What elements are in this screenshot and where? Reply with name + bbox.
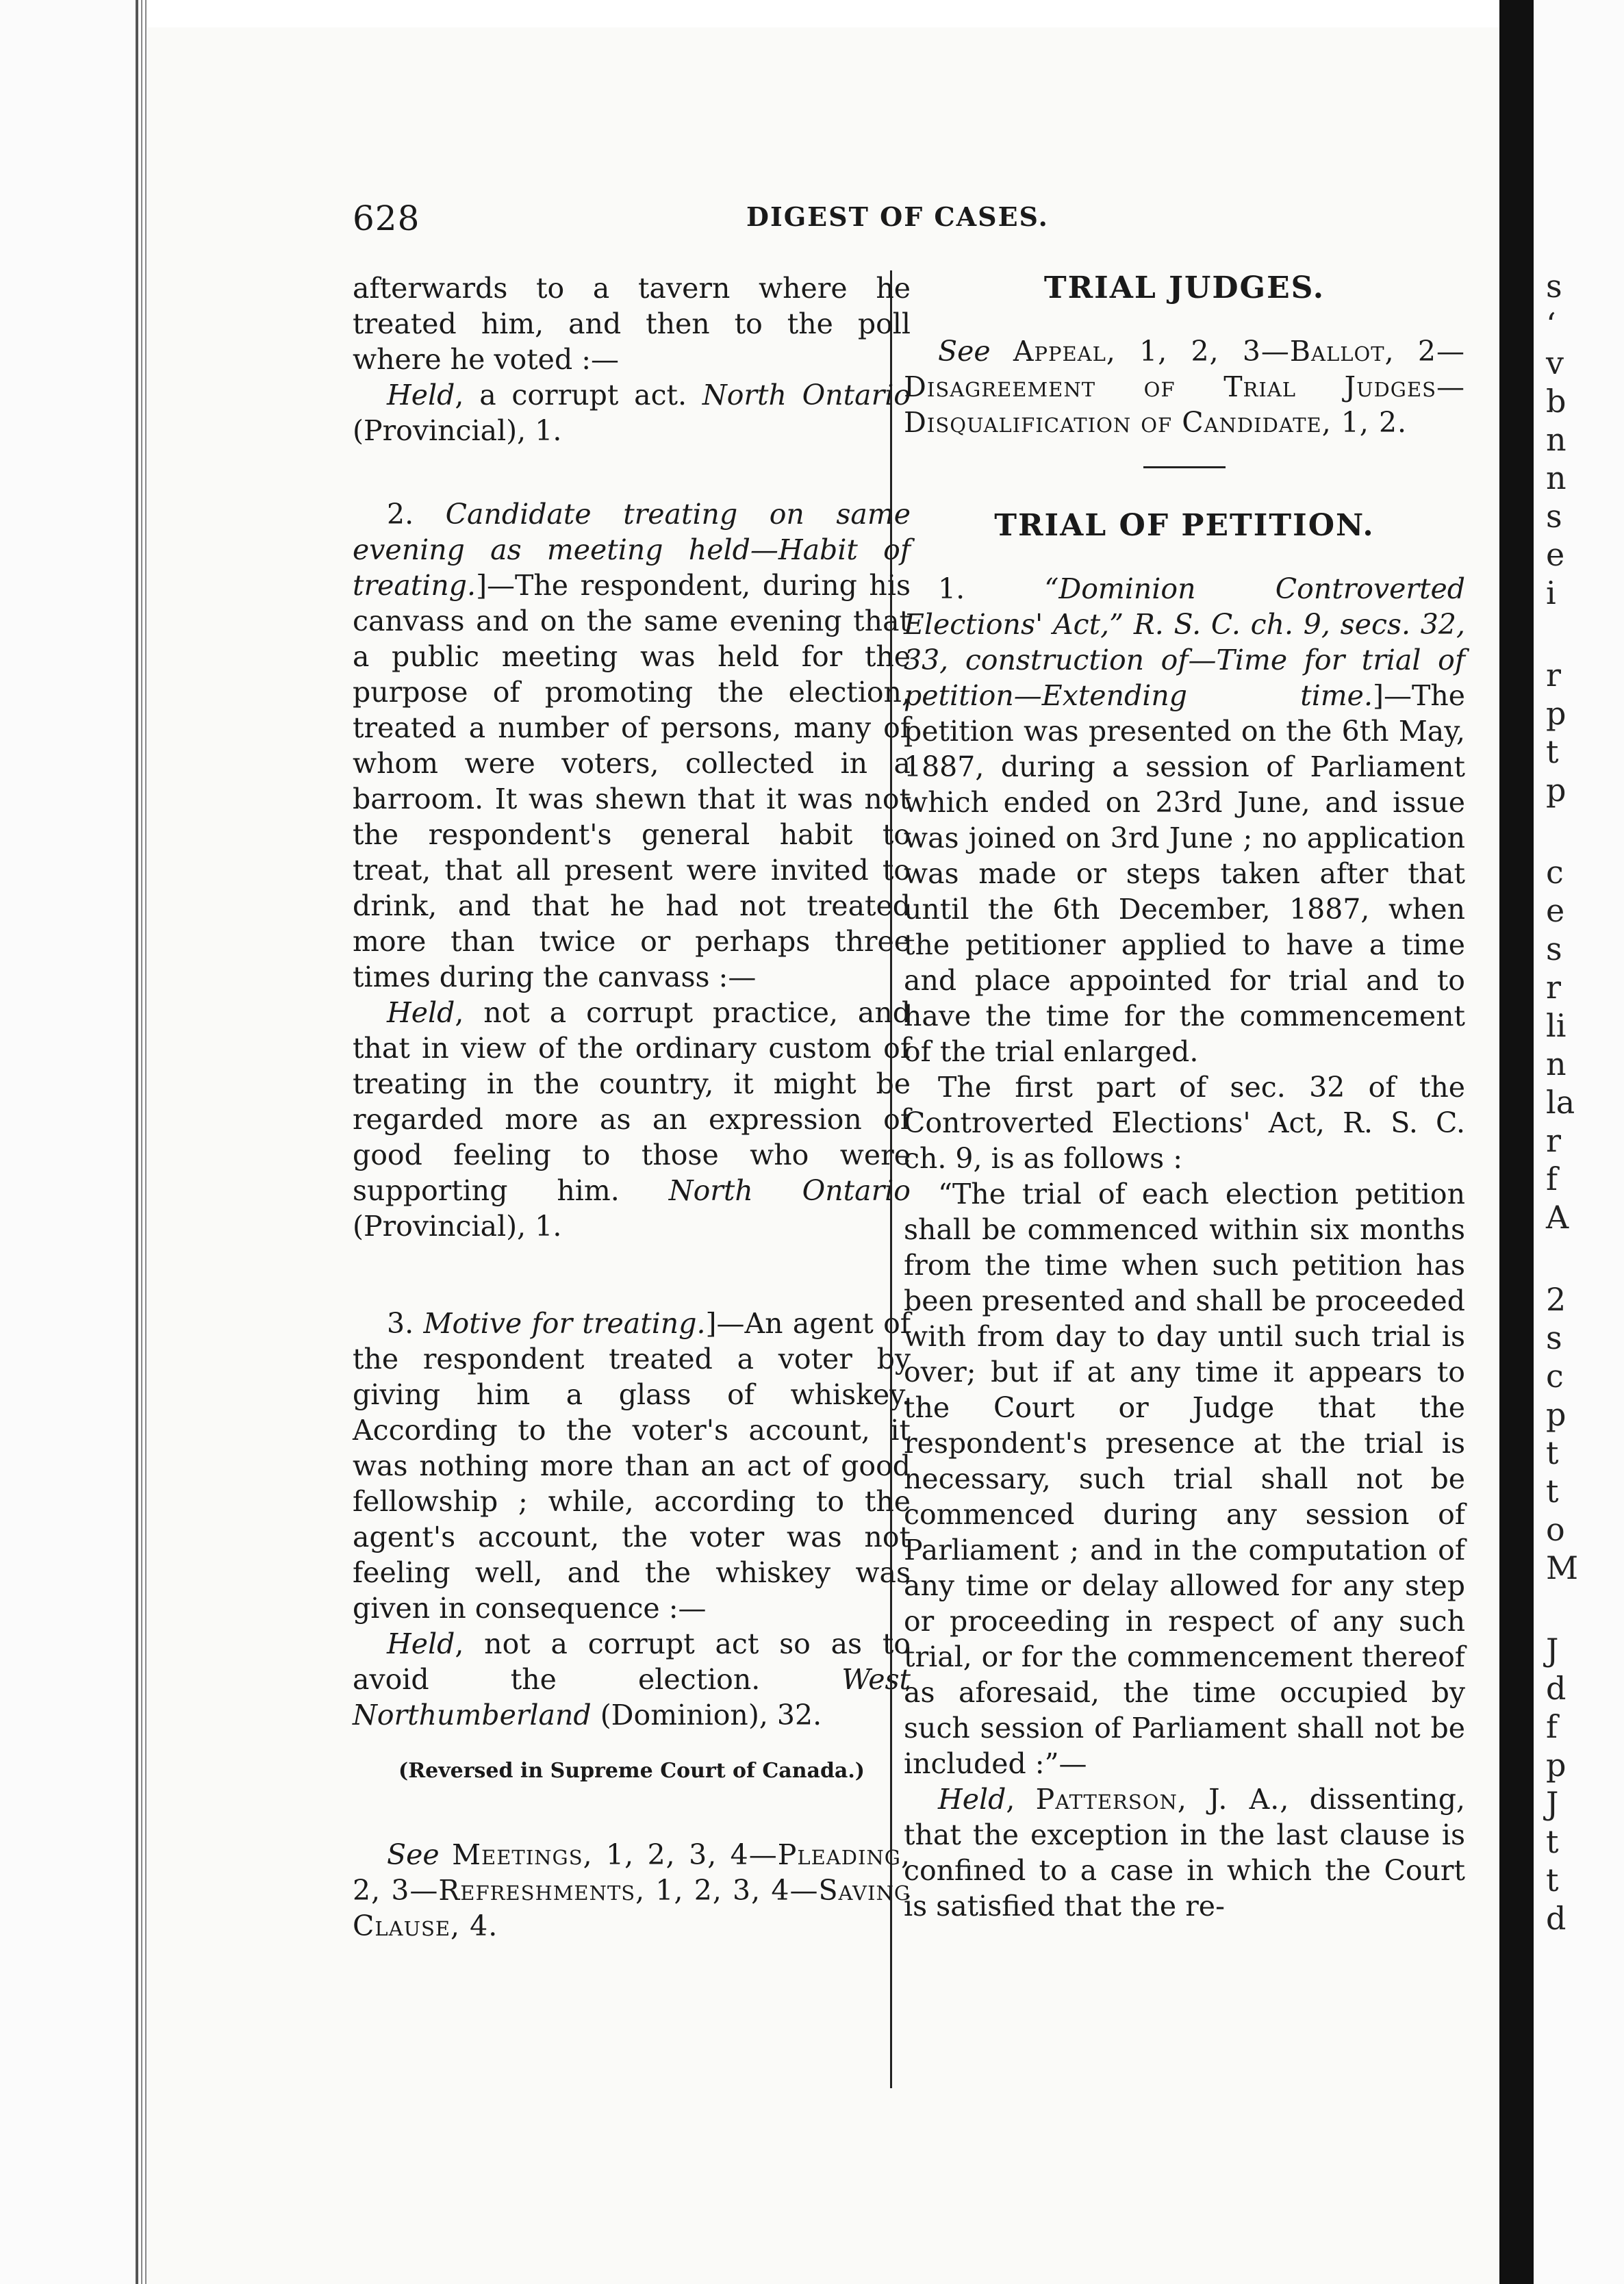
- next-page-fragment: [1534, 0, 1624, 2284]
- page-edge-line: [145, 0, 147, 2284]
- left-margin-strip: [0, 0, 137, 2284]
- next-page-letter: t: [1546, 1862, 1559, 1899]
- next-page-letter: c: [1546, 854, 1564, 891]
- next-page-letter: p: [1546, 1747, 1566, 1784]
- next-page-letter: i: [1546, 574, 1556, 611]
- entry-heading: Candidate treating on same evening as meeting held—Habit of treating.: [353, 498, 911, 602]
- next-page-letter: p: [1546, 1396, 1566, 1433]
- running-head: DIGEST OF CASES.: [746, 201, 1049, 232]
- next-page-letter: s: [1546, 930, 1562, 967]
- next-page-letter: f: [1546, 1708, 1558, 1745]
- next-page-letter: li: [1546, 1007, 1566, 1044]
- next-page-letter: la: [1546, 1084, 1575, 1121]
- entry-heading: “Dominion Controverted Elections' Act,” R. S. C. ch. 9, secs. 32, 33, construction of—Time for trial of petition—Extending time.: [904, 572, 1465, 712]
- next-page-letter: e: [1546, 536, 1565, 573]
- next-page-letter: d: [1546, 1670, 1566, 1707]
- page-number: 628: [353, 199, 420, 238]
- section-divider: [1143, 466, 1226, 468]
- next-page-letter: e: [1546, 892, 1565, 929]
- case-name: North Ontario: [668, 1174, 911, 1207]
- next-page-letter: t: [1546, 1473, 1559, 1510]
- next-page-letter: r: [1546, 1122, 1561, 1159]
- judge-name: Patterson, J. A.: [1035, 1783, 1280, 1816]
- case-name: West Northumberland: [353, 1663, 911, 1731]
- page-header: [353, 199, 1400, 240]
- book-spine-shadow: [1499, 0, 1534, 2284]
- next-page-letter: n: [1546, 421, 1566, 458]
- statute-intro: The first part of sec. 32 of the Controverted Elections' Act, R. S. C. ch. 9, is as follows :: [904, 1071, 1465, 1175]
- entry-heading: Motive for treating.: [423, 1307, 706, 1340]
- page-edge-line: [136, 0, 138, 2284]
- holding: Held, not a corrupt practice, and that in view of the ordinary custom of treating in the country, it might be regarded more as an expression of good feeling to those who were supporting him. North Ontario (Provincial), 1.: [353, 996, 911, 1243]
- entry-continuation: afterwards to a tavern where he treated him, and then to the poll where he voted :—: [353, 272, 911, 376]
- next-page-letter: s: [1546, 268, 1562, 305]
- next-page-letter: b: [1546, 383, 1566, 420]
- next-page-letter: p: [1546, 772, 1566, 809]
- digest-entry: 2. Candidate treating on same evening as meeting held—Habit of treating.]—The respondent, during his canvass and on the same evening that a public meeting was held for the purpose of promoting the election, treated a number of persons, many of whom were voters, collected in a barroom. It was shewn that it was not the respondent's general habit to treat, that all present were invited to drink, and that he had not treated more than twice or perhaps three times during the canvass :—: [353, 498, 911, 993]
- next-page-letter: ‘: [1546, 306, 1556, 343]
- right-column: [904, 270, 1465, 1924]
- statute-quotation: “The trial of each election petition shall be commenced within six months from the time when such petition has been presented and shall be proceeded with from day to day until such trial is over; but if at any time it appears to the Court or Judge that the respondent's presence at the trial is necessary, such trial shall not be commenced during any session of Parliament ; and in the computation of any time or delay allowed for any step or proceeding in respect of any such trial, or for the commencement thereof as aforesaid, the time occupied by such session of Parliament shall not be included :”—: [904, 1178, 1465, 1780]
- next-page-letter: r: [1546, 657, 1561, 694]
- next-page-letter: t: [1546, 733, 1559, 770]
- next-page-letter: n: [1546, 1045, 1566, 1082]
- next-page-letter: 2: [1546, 1281, 1566, 1318]
- holding: Held, Patterson, J. A., dissenting, that the exception in the last clause is confined to a case in which the Court is satisfied that the re-: [904, 1783, 1465, 1923]
- next-page-letter: p: [1546, 695, 1566, 732]
- next-page-letter: o: [1546, 1511, 1565, 1548]
- section-title: TRIAL JUDGES.: [1043, 270, 1325, 305]
- next-page-letter: s: [1546, 1319, 1562, 1356]
- next-page-letter: d: [1546, 1900, 1566, 1937]
- reversal-note: (Reversed in Supreme Court of Canada.): [398, 1759, 865, 1783]
- next-page-letter: n: [1546, 459, 1566, 496]
- next-page-letter: r: [1546, 969, 1561, 1006]
- next-page-letter: s: [1546, 498, 1562, 535]
- next-page-letter: A: [1546, 1199, 1569, 1236]
- case-name: North Ontario: [702, 379, 911, 411]
- digest-entry: 1. “Dominion Controverted Elections' Act,” R. S. C. ch. 9, secs. 32, 33, construction of—Time for trial of petition—Extending time.]—The petition was presented on the 6th May, 1887, during a session of Parliament which ended on 23rd June, and issue was joined on 3rd June ; no application was made or steps taken after that until the 6th December, 1887, when the petitioner applied to have a time and place appointed for trial and to have the time for the commencement of the trial enlarged.: [904, 572, 1465, 1068]
- section-title: TRIAL OF PETITION.: [994, 508, 1375, 543]
- next-page-letter: t: [1546, 1434, 1559, 1471]
- next-page-letter: t: [1546, 1823, 1559, 1860]
- next-page-letter: M: [1546, 1549, 1579, 1586]
- next-page-letter: J: [1546, 1785, 1559, 1822]
- left-column: [353, 270, 911, 1944]
- digest-entry: 3. Motive for treating.]—An agent of the respondent treated a voter by giving him a glass of whiskey. According to the voter's account, it was nothing more than an act of good fellowship ; while, according to the agent's account, the voter was not feeling well, and the whiskey was given in consequence :—: [353, 1307, 911, 1625]
- holding: Held, not a corrupt act so as to avoid the election. West Northumberland (Dominion), 32.: [353, 1627, 911, 1731]
- page-edge-line: [141, 0, 142, 2284]
- holding: Held, a corrupt act. North Ontario (Provincial), 1.: [353, 379, 911, 447]
- cross-reference: See Appeal, 1, 2, 3—Ballot, 2—Disagreement of Trial Judges—Disqualification of Candidate, 1, 2.: [904, 335, 1465, 439]
- next-page-letter: J: [1546, 1632, 1559, 1668]
- next-page-letter: f: [1546, 1160, 1558, 1197]
- next-page-letter: c: [1546, 1358, 1564, 1395]
- cross-reference: See Meetings, 1, 2, 3, 4—Pleading, 2, 3—Refreshments, 1, 2, 3, 4—Saving Clause, 4.: [353, 1838, 911, 1942]
- next-page-letter: v: [1546, 344, 1564, 381]
